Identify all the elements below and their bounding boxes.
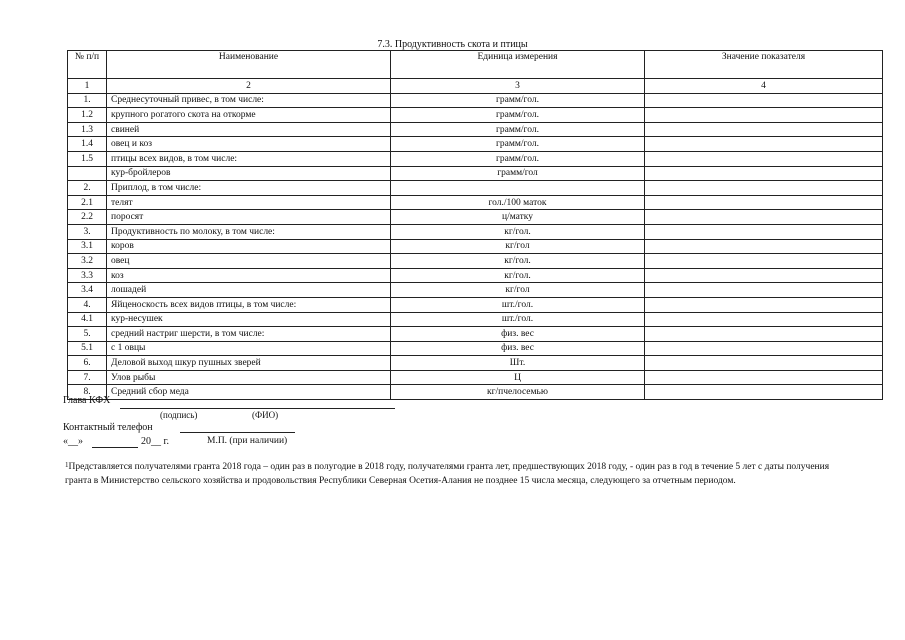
row-value[interactable] (645, 385, 883, 400)
row-number: 3.4 (68, 283, 107, 298)
footnote-text: Представляется получателями гранта 2018 года – один раз в полугодие в 2018 году, получателями гранта лет, предшествующих 2018 году, - один раз в год в течение 5 лет с даты получения гранта в Министерство сельского хозяйства и продовольствия Республики Северная Осетия-Алания не позднее 15 числа месяца, следующего за отчетным периодом. (65, 462, 830, 486)
row-number: 3.3 (68, 268, 107, 283)
footnote (65, 460, 855, 488)
row-name: лошадей (107, 283, 391, 298)
table-row (68, 195, 883, 210)
table-row (68, 268, 883, 283)
row-value[interactable] (645, 195, 883, 210)
row-unit: физ. вес (391, 341, 645, 356)
row-unit: кг/пчелосемью (391, 385, 645, 400)
row-value[interactable] (645, 370, 883, 385)
row-value[interactable] (645, 122, 883, 137)
row-unit: грамм/гол. (391, 122, 645, 137)
row-name: птицы всех видов, в том числе: (107, 151, 391, 166)
row-value[interactable] (645, 327, 883, 342)
table-row (68, 356, 883, 371)
row-unit: кг/гол (391, 283, 645, 298)
row-number: 4. (68, 297, 107, 312)
row-name: средний настриг шерсти, в том числе: (107, 327, 391, 342)
table-row (68, 166, 883, 181)
row-unit: Шт. (391, 356, 645, 371)
row-unit: кг/гол. (391, 268, 645, 283)
table-row (68, 224, 883, 239)
row-number: 5. (68, 327, 107, 342)
table-row (68, 239, 883, 254)
row-number: 5.1 (68, 341, 107, 356)
row-name: Деловой выход шкур пушных зверей (107, 356, 391, 371)
row-value[interactable] (645, 210, 883, 225)
row-number: 1.3 (68, 122, 107, 137)
phone-label: Контактный телефон (63, 422, 153, 433)
row-unit: гол./100 маток (391, 195, 645, 210)
table-row (68, 181, 883, 196)
header-num: № п/п (68, 51, 107, 79)
sign-label: (подпись) (160, 410, 198, 420)
table-row (68, 312, 883, 327)
row-unit: шт./гол. (391, 312, 645, 327)
row-name: Среднесуточный привес, в том числе: (107, 93, 391, 108)
table-title: 7.3. Продуктивность скота и птицы (377, 39, 528, 50)
row-unit: грамм/гол. (391, 93, 645, 108)
row-unit: кг/гол. (391, 254, 645, 269)
row-unit: грамм/гол. (391, 137, 645, 152)
table-row (68, 283, 883, 298)
column-number: 4 (645, 79, 883, 94)
table-row (68, 93, 883, 108)
column-number: 2 (107, 79, 391, 94)
row-number: 2.2 (68, 210, 107, 225)
row-number: 2. (68, 181, 107, 196)
row-number: 1.5 (68, 151, 107, 166)
table-row (68, 151, 883, 166)
row-name: овец (107, 254, 391, 269)
date-year: 20__ г. (141, 436, 169, 447)
row-unit (391, 181, 645, 196)
row-number: 8. (68, 385, 107, 400)
header-value: Значение показателя (645, 51, 883, 79)
row-number: 1.4 (68, 137, 107, 152)
row-number: 4.1 (68, 312, 107, 327)
row-value[interactable] (645, 268, 883, 283)
row-unit: кг/гол. (391, 224, 645, 239)
productivity-table (67, 50, 883, 400)
header-name: Наименование (107, 51, 391, 79)
row-unit: грамм/гол. (391, 108, 645, 123)
row-number: 6. (68, 356, 107, 371)
row-name: Продуктивность по молоку, в том числе: (107, 224, 391, 239)
row-name: телят (107, 195, 391, 210)
table-row (68, 137, 883, 152)
row-unit: ц/матку (391, 210, 645, 225)
row-name: овец и коз (107, 137, 391, 152)
row-name: с 1 овцы (107, 341, 391, 356)
head-signature-line[interactable] (120, 397, 395, 409)
row-name: коз (107, 268, 391, 283)
row-unit: Ц (391, 370, 645, 385)
table-row (68, 122, 883, 137)
row-unit: шт./гол. (391, 297, 645, 312)
date-open: «__» (63, 436, 83, 447)
row-name: Яйценоскость всех видов птицы, в том числе: (107, 297, 391, 312)
row-number: 2.1 (68, 195, 107, 210)
row-value[interactable] (645, 356, 883, 371)
row-value[interactable] (645, 239, 883, 254)
date-month-line[interactable] (92, 436, 138, 448)
head-label: Глава КФХ (63, 395, 111, 406)
column-number: 1 (68, 79, 107, 94)
row-name: поросят (107, 210, 391, 225)
row-name: Приплод, в том числе: (107, 181, 391, 196)
row-value[interactable] (645, 312, 883, 327)
table-row (68, 210, 883, 225)
row-value[interactable] (645, 181, 883, 196)
row-value[interactable] (645, 254, 883, 269)
footnote-marker: 1 (65, 461, 69, 469)
stamp-label: М.П. (при наличии) (207, 436, 288, 446)
row-value[interactable] (645, 166, 883, 181)
table-row (68, 370, 883, 385)
column-number-row (68, 79, 883, 94)
header-row (68, 51, 883, 79)
column-number: 3 (391, 79, 645, 94)
row-value[interactable] (645, 151, 883, 166)
row-value[interactable] (645, 224, 883, 239)
row-name: кур-несушек (107, 312, 391, 327)
table-row (68, 254, 883, 269)
row-number (68, 166, 107, 181)
row-value[interactable] (645, 137, 883, 152)
row-unit: физ. вес (391, 327, 645, 342)
row-unit: грамм/гол (391, 166, 645, 181)
row-name: Улов рыбы (107, 370, 391, 385)
row-unit: кг/гол (391, 239, 645, 254)
row-value[interactable] (645, 297, 883, 312)
row-number: 3.1 (68, 239, 107, 254)
fio-label: (ФИО) (252, 410, 279, 420)
row-value[interactable] (645, 108, 883, 123)
table-row (68, 108, 883, 123)
row-number: 1.2 (68, 108, 107, 123)
table-row (68, 297, 883, 312)
row-value[interactable] (645, 283, 883, 298)
table-row (68, 341, 883, 356)
row-number: 3. (68, 224, 107, 239)
row-unit: грамм/гол. (391, 151, 645, 166)
row-name: кур-бройлеров (107, 166, 391, 181)
table-row (68, 327, 883, 342)
row-number: 3.2 (68, 254, 107, 269)
row-number: 7. (68, 370, 107, 385)
header-unit: Единица измерения (391, 51, 645, 79)
row-name: крупного рогатого скота на откорме (107, 108, 391, 123)
phone-line[interactable] (180, 421, 295, 433)
row-value[interactable] (645, 341, 883, 356)
row-number: 1. (68, 93, 107, 108)
row-name: Средний сбор меда (107, 385, 391, 400)
row-name: свиней (107, 122, 391, 137)
row-value[interactable] (645, 93, 883, 108)
row-name: коров (107, 239, 391, 254)
